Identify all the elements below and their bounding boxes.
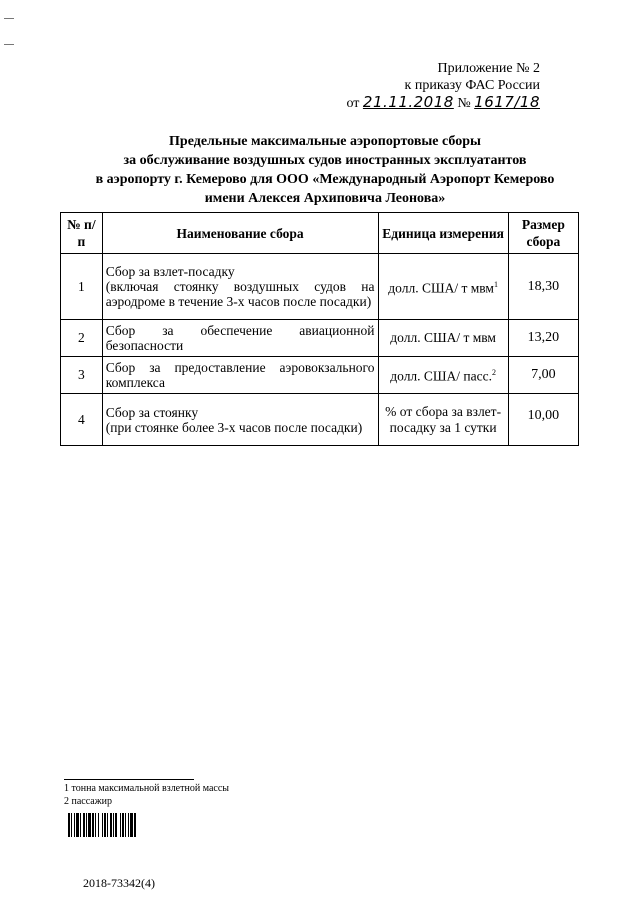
footnote-1: 1 тонна максимальной взлетной массы (64, 783, 229, 794)
fee-name-line: Сбор за стоянку (105, 404, 199, 420)
fee-size: 13,20 (508, 320, 578, 357)
order-number: 1617/18 (474, 93, 540, 111)
table-row (61, 357, 579, 394)
footnote-separator (64, 779, 194, 780)
header-name: Наименование сбора (102, 213, 378, 254)
fee-name (102, 394, 378, 446)
table-row (61, 320, 579, 357)
header-size: Размер сбора (508, 213, 578, 254)
fee-size: 7,00 (508, 357, 578, 394)
fee-unit (378, 320, 508, 357)
scan-mark (4, 44, 14, 45)
fee-name (102, 320, 378, 357)
fee-size: 10,00 (508, 394, 578, 446)
document-title (60, 132, 590, 208)
scan-mark (4, 18, 14, 19)
fee-name-detail: (включая стоянку воздушных судов на аэродроме в течение 3-х часов после посадки) (105, 279, 375, 309)
fee-name-line: Сбор за обеспечение авиационной безопасности (105, 323, 375, 353)
order-date: 21.11.2018 (362, 93, 454, 111)
fee-name-line: Сбор за взлет-посадку (105, 264, 235, 279)
footnote-ref: 2 (492, 368, 496, 378)
date-prefix: от (346, 96, 360, 111)
table-header-row (61, 213, 579, 254)
fees-table (60, 212, 579, 446)
fee-unit (378, 394, 508, 446)
document-number: 2018-73342(4) (83, 876, 155, 890)
row-num: 3 (61, 357, 103, 394)
row-num: 4 (61, 394, 103, 446)
order-reference: к приказу ФАС России (404, 78, 540, 93)
row-num: 2 (61, 320, 103, 357)
unit-text: долл. США/ пасс. (390, 368, 492, 384)
fee-size: 18,30 (508, 254, 578, 320)
appendix-header (280, 60, 540, 112)
footnote-2: 2 пассажир (64, 796, 112, 807)
title-line: имени Алексея Архиповича Леонова» (204, 191, 446, 206)
fee-name (102, 254, 378, 320)
unit-text: долл. США/ т мвм (388, 280, 494, 296)
footnote-ref: 1 (493, 279, 498, 289)
unit-text: % от сбора за взлет-посадку за 1 сутки (385, 403, 502, 435)
header-num: № п/п (61, 213, 103, 254)
fee-unit (378, 254, 508, 320)
title-line: за обслуживание воздушных судов иностранных эксплуатантов (123, 153, 527, 168)
fee-name-line: Сбор за предоставление аэровокзального комплекса (105, 360, 375, 390)
fee-unit (378, 357, 508, 394)
order-date-number (280, 94, 540, 112)
title-line: Предельные максимальные аэропортовые сборы (169, 134, 481, 149)
fee-name (102, 357, 378, 394)
appendix-label: Приложение № 2 (437, 61, 540, 76)
header-unit: Единица измерения (378, 213, 508, 254)
barcode (68, 813, 168, 837)
title-line: в аэропорту г. Кемерово для ООО «Международный Аэропорт Кемерово (95, 172, 555, 187)
unit-text: долл. США/ т мвм (390, 330, 496, 345)
table-row (61, 394, 579, 446)
table-row (61, 254, 579, 320)
row-num: 1 (61, 254, 103, 320)
fee-name-detail: (при стоянке более 3-х часов после посадки) (105, 419, 363, 435)
number-prefix: № (457, 96, 471, 111)
